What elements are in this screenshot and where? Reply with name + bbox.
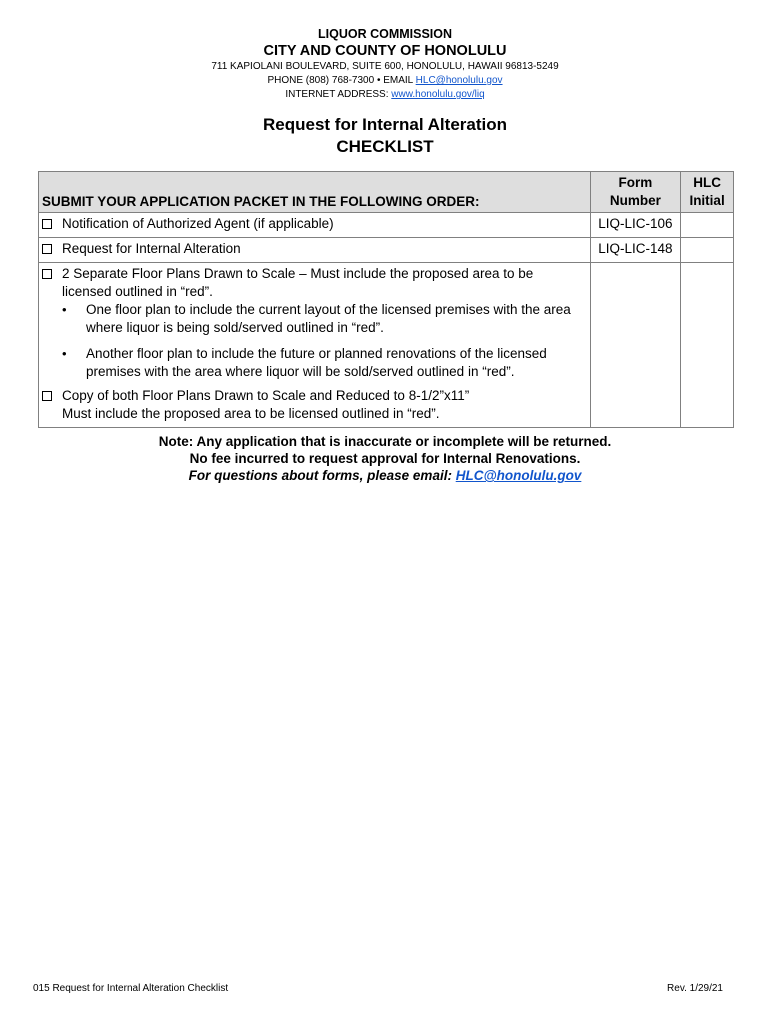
item-text-cont: licensed outlined in “red”. bbox=[62, 284, 213, 299]
title-line-2: CHECKLIST bbox=[336, 137, 434, 156]
table-row bbox=[39, 263, 734, 428]
sub-item-text-cont: where liquor is being sold/served outlined in “red”. bbox=[86, 320, 384, 335]
initial-cell[interactable] bbox=[681, 238, 734, 263]
note-line-2: No fee incurred to request approval for Internal Renovations. bbox=[189, 451, 581, 466]
address: 711 KAPIOLANI BOULEVARD, SUITE 600, HONOLULU, HAWAII 96813-5249 bbox=[211, 61, 559, 72]
checklist-item-copy bbox=[42, 387, 590, 423]
checkbox[interactable] bbox=[42, 269, 52, 279]
bullet-icon: • bbox=[62, 346, 67, 361]
checklist-table bbox=[38, 171, 734, 428]
city-name: CITY AND COUNTY OF HONOLULU bbox=[263, 43, 507, 59]
page-title bbox=[0, 114, 770, 158]
col-hlc-initial bbox=[681, 172, 734, 213]
item-text: Copy of both Floor Plans Drawn to Scale and Reduced to 8-1/2”x11” bbox=[62, 388, 470, 403]
internet-label: INTERNET ADDRESS: bbox=[285, 89, 392, 100]
table-row bbox=[39, 238, 734, 263]
sub-item-text-cont: premises with the area where liquor will be sold/served outlined in “red”. bbox=[86, 364, 515, 379]
checkbox[interactable] bbox=[42, 219, 52, 229]
table-heading: SUBMIT YOUR APPLICATION PACKET IN THE FOLLOWING ORDER: bbox=[39, 172, 591, 213]
checklist-item bbox=[39, 213, 591, 238]
initial-cell[interactable] bbox=[681, 213, 734, 238]
bullet-icon: • bbox=[62, 302, 67, 317]
sub-item bbox=[62, 345, 590, 381]
form-number-cell bbox=[590, 263, 681, 428]
form-number-cell: LIQ-LIC-106 bbox=[590, 213, 681, 238]
sub-item-text: One floor plan to include the current layout of the licensed premises with the area bbox=[86, 302, 571, 317]
checkbox[interactable] bbox=[42, 244, 52, 254]
col-form-label-2: Number bbox=[609, 193, 661, 208]
checklist-item bbox=[39, 263, 591, 428]
item-text: 2 Separate Floor Plans Drawn to Scale – Must include the proposed area to be bbox=[62, 266, 534, 281]
title-line-1: Request for Internal Alteration bbox=[262, 115, 507, 134]
checklist-item bbox=[39, 238, 591, 263]
sub-item-text: Another floor plan to include the future or planned renovations of the licensed bbox=[86, 346, 547, 361]
item-text: Request for Internal Alteration bbox=[62, 241, 241, 256]
note-email-link[interactable]: HLC@honolulu.gov bbox=[455, 468, 582, 483]
col-init-label-2: Initial bbox=[689, 193, 725, 208]
internet-line bbox=[0, 88, 770, 102]
form-number-cell: LIQ-LIC-148 bbox=[590, 238, 681, 263]
website-link[interactable]: www.honolulu.gov/liq bbox=[391, 89, 485, 100]
note-line-3 bbox=[0, 467, 770, 484]
footer-form-name: 015 Request for Internal Alteration Checklist bbox=[33, 983, 229, 994]
table-row bbox=[39, 213, 734, 238]
item-text-cont: Must include the proposed area to be licensed outlined in “red”. bbox=[62, 406, 440, 421]
phone-text: PHONE (808) 768-7300 • EMAIL bbox=[267, 75, 416, 86]
note-prefix: For questions about forms, please email: bbox=[188, 468, 456, 483]
contact-line bbox=[0, 74, 770, 88]
table-header-row bbox=[39, 172, 734, 213]
col-form-label-1: Form bbox=[618, 175, 653, 190]
col-init-label-1: HLC bbox=[693, 175, 721, 190]
footer-revision: Rev. 1/29/21 bbox=[667, 983, 723, 994]
checkbox[interactable] bbox=[42, 391, 52, 401]
col-form-number bbox=[590, 172, 681, 213]
agency-name: LIQUOR COMMISSION bbox=[317, 27, 453, 41]
note-line-1: Note: Any application that is inaccurate or incomplete will be returned. bbox=[158, 434, 612, 449]
letterhead bbox=[0, 26, 770, 102]
sub-item bbox=[62, 301, 590, 337]
note-block bbox=[0, 433, 770, 484]
initial-cell[interactable] bbox=[681, 263, 734, 428]
item-text: Notification of Authorized Agent (if applicable) bbox=[62, 216, 334, 231]
email-link[interactable]: HLC@honolulu.gov bbox=[415, 75, 503, 86]
